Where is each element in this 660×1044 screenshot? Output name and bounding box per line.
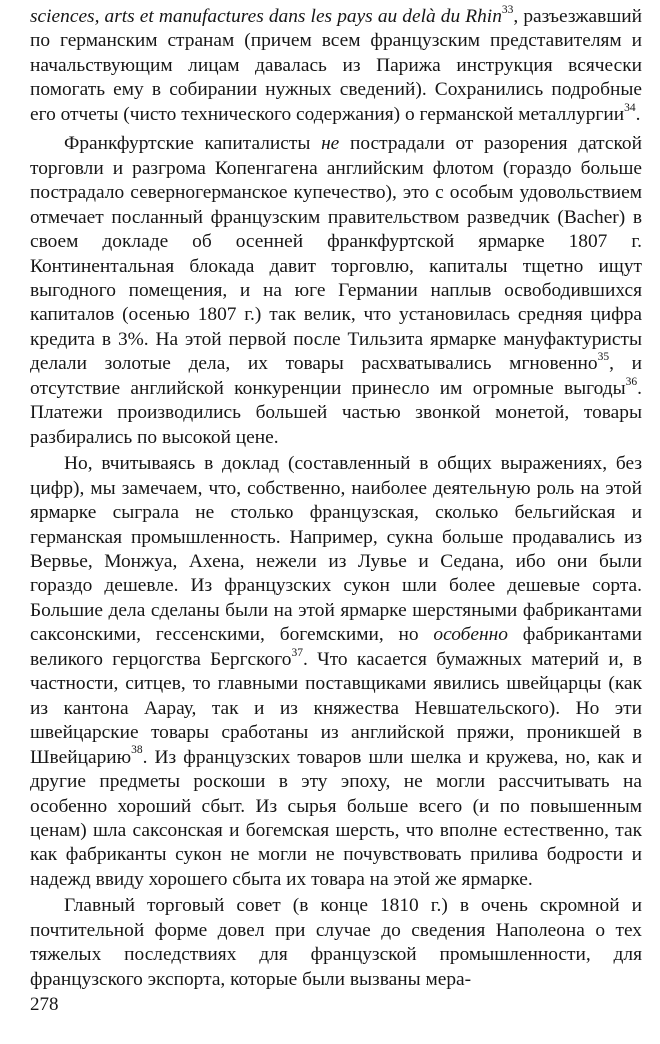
footnote-ref-34[interactable]: 34 [624, 101, 636, 114]
footnote-ref-33[interactable]: 33 [501, 3, 514, 16]
text-segment: пострадали от разорения датской торговли и разгрома Копенгагена английским флотом (гораздо больше пострадало северногерманское купечество), это с особым удовольствием отмечает посланный французским правительством разведчик (Bacher) в своем докладе об осенней франкфуртской ярмарке 1807 г. Континентальная блокада давит торговлю, капиталы тщетно ищут выгодного помещения, и на юге Германии наплыв освободившихся капиталов (осенью 1807 г.) так велик, что установилась средняя цифра кредита в 3%. На этой первой после Тильзита ярмарке мануфактуристы делали золотые дела, их товары расхватывались мгновенно [30, 133, 642, 375]
footnote-ref-36[interactable]: 36 [625, 375, 638, 388]
emphasis-text: не [321, 133, 340, 155]
footnote-ref-38[interactable]: 38 [131, 744, 143, 757]
text-segment: . [635, 103, 641, 125]
text-segment: . Что касается бумажных материй и, в частности, ситцев, то главными поставщиками явились швейцарцы (как из кантона Аарау, так и из княжества Невшательского). Но эти швейцарские товары сработаны из английской пряжи, проникшей в Швейцарию [30, 648, 642, 768]
text-segment: sciences, arts et manufactures dans les pays au delà du Rhin [30, 6, 502, 27]
emphasis-text: особенно [433, 624, 508, 646]
paragraph-1 [30, 5, 642, 127]
paragraph-3 [30, 452, 642, 892]
text-segment: . Платежи производились большей частью звонкой монетой, товары разбирались по высокой цене. [30, 377, 642, 448]
footnote-ref-37[interactable]: 37 [291, 646, 303, 659]
text-segment: , и отсутствие английской конкуренции принесло им огромные выгоды [30, 353, 642, 399]
text-segment: . Из французских товаров шли шелка и кружева, но, как и другие предметы роскоши в эту эпоху, не могли рассчитывать на особенно хороший сбыт. Из сырья больше всего (и по повышенным ценам) шла саксонская и богемская шерсть, что вполне естественно, так как фабриканты сукон не могли не почувствовать прилива бодрости и надежд ввиду хорошего сбыта их товара на этой же ярмарке. [30, 746, 642, 890]
paragraph-2 [30, 132, 642, 450]
text-segment: фабрикантами великого герцогства Бергского [30, 624, 642, 670]
page-number: 278 [30, 994, 59, 1015]
text-segment: Но, вчитываясь в доклад (составленный в общих выражениях, без цифр), мы замечаем, что, собственно, наиболее деятельную роль на этой ярмарке сыграла не столько французская, сколько бельгийская и германская промышленность. Например, сукна больше продавались из Вервье, Монжуа, Ахена, нежели из Лувье и Седана, ибо они были гораздо дешевле. Из французских сукон шли более дешевые сорта. Большие дела сделаны были на этой ярмарке шерстяными фабрикантами саксонскими, гессенскими, богемскими, но [30, 453, 642, 646]
footnote-ref-35[interactable]: 35 [597, 351, 610, 364]
text-segment: Франкфуртские капиталисты [64, 133, 322, 155]
text-segment: , разъезжавший по германским странам (причем всем французским представителям и начальствующим лицам давалась из Парижа инструкция всячески помогать ему в собирании нужных сведений). Сохранились подробные его отчеты (чисто технического содержания) о германской металлургии [30, 6, 643, 125]
page-body [30, 5, 642, 992]
paragraph-4 [30, 894, 642, 992]
text-segment: Главный торговый совет (в конце 1810 г.) в очень скромной и почтительной форме довел при случае до сведения Наполеона о тех тяжелых последствиях для французской промышленности, для французского экспорта, которые были вызваны мера- [30, 895, 642, 990]
